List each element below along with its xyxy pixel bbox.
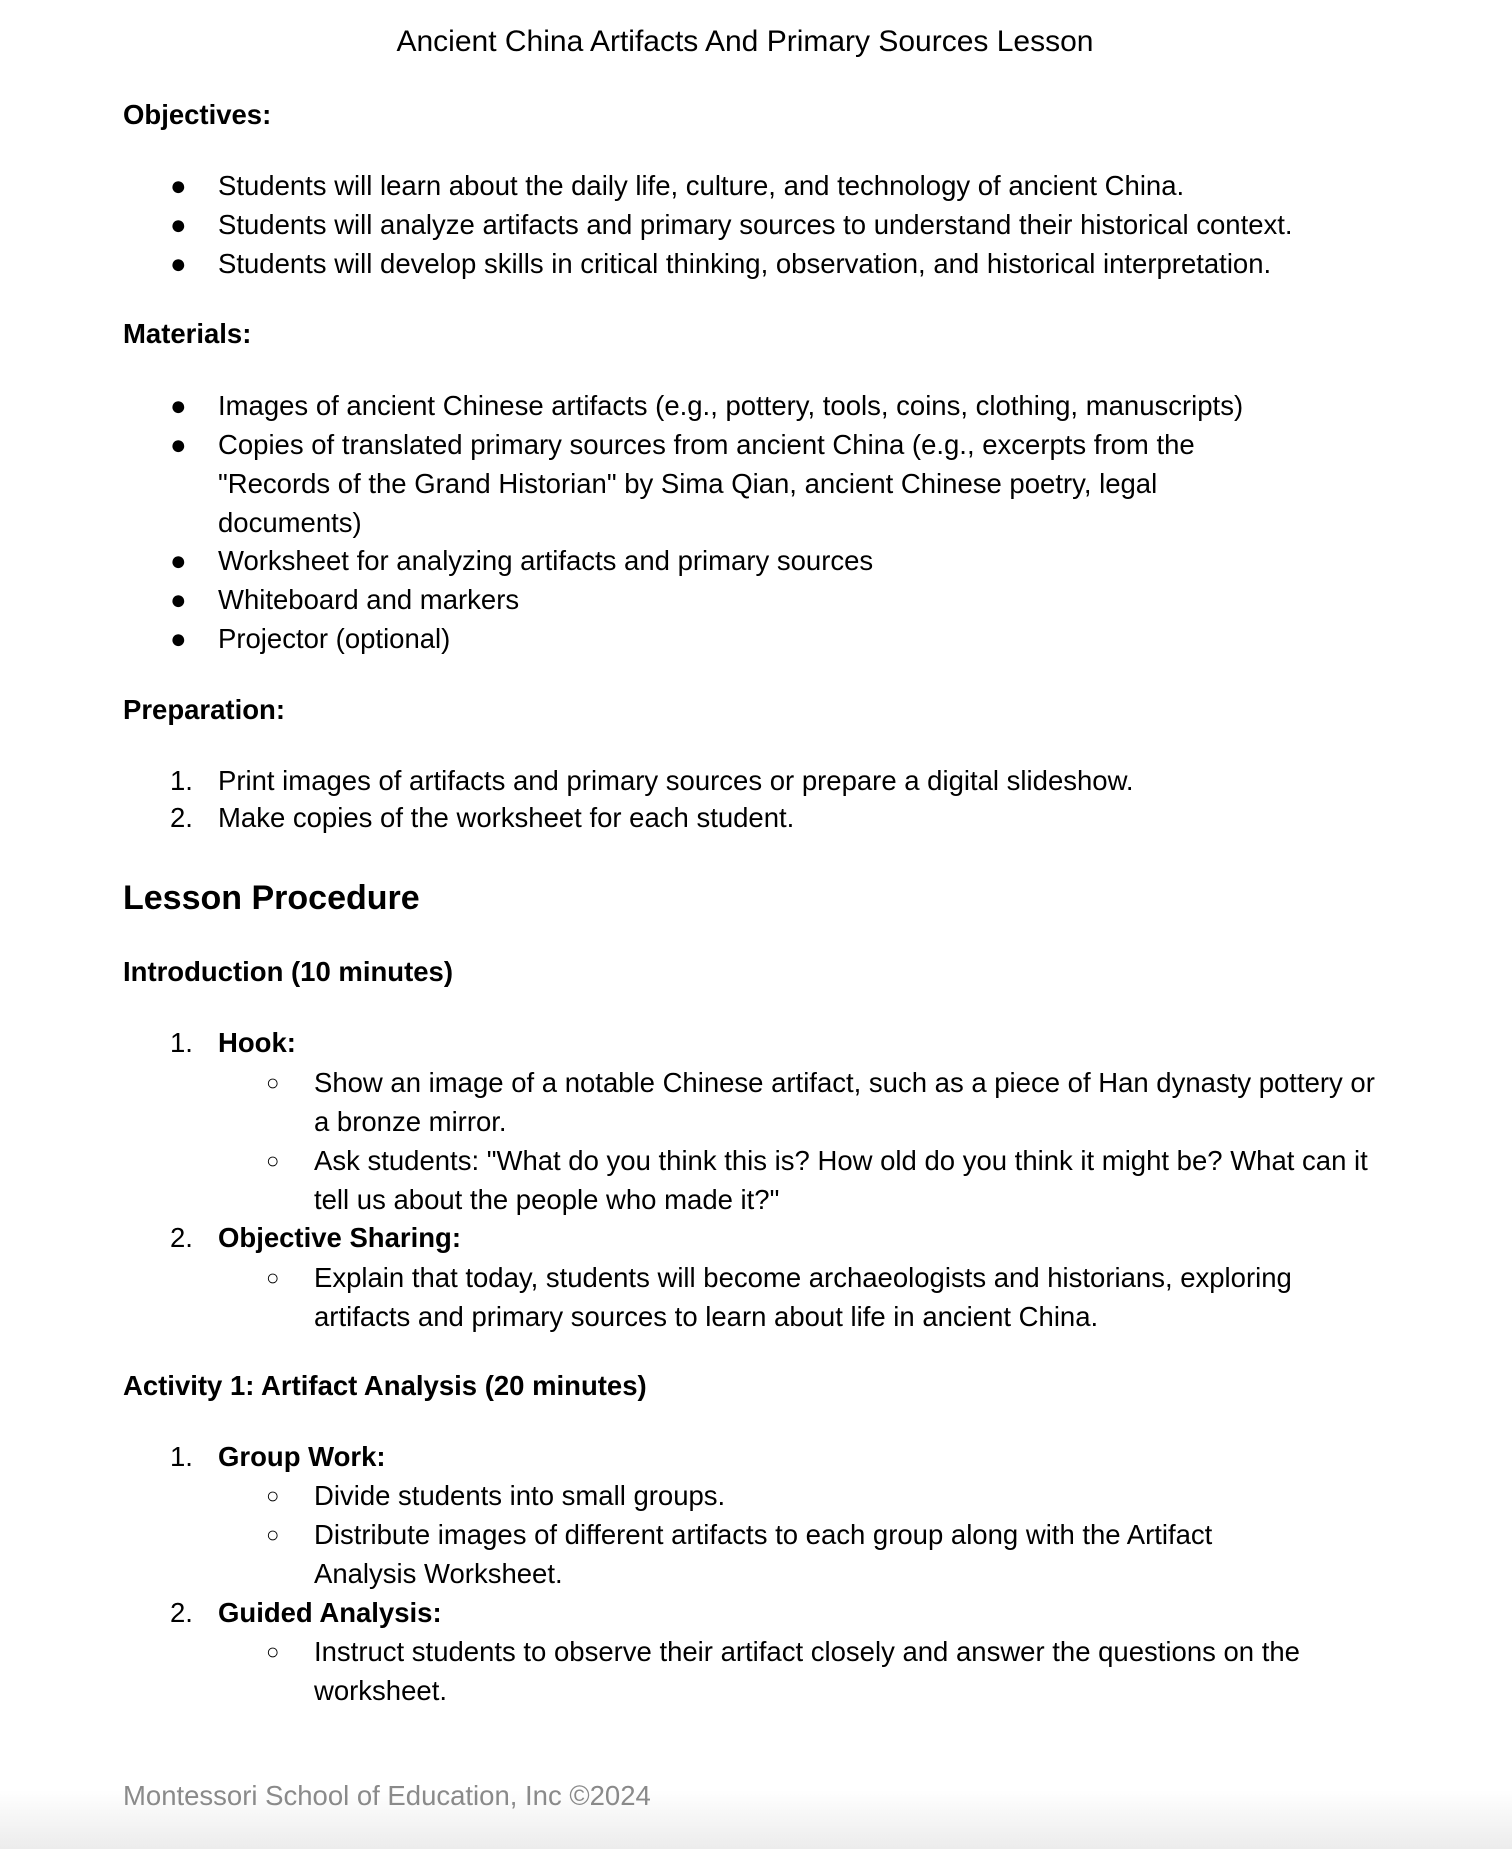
list-item: ● Students will develop skills in critical thinking, observation, and historical interpretation. bbox=[170, 244, 1370, 283]
bullet-icon: ● bbox=[170, 209, 187, 240]
bullet-icon: ● bbox=[170, 584, 187, 615]
sub-item: ○ Divide students into small groups. bbox=[266, 1476, 1376, 1515]
footer-copyright: Montessori School of Education, Inc ©2024 bbox=[123, 1780, 651, 1811]
sub-item: ○ Show an image of a notable Chinese artifact, such as a piece of Han dynasty pottery or a bronze mirror. bbox=[266, 1063, 1376, 1141]
activity1-heading: Activity 1: Artifact Analysis (20 minutes) bbox=[123, 1370, 647, 1401]
circle-bullet-icon: ○ bbox=[266, 1483, 280, 1508]
step: 1. Group Work: bbox=[170, 1441, 386, 1472]
sub-item: ○ Explain that today, students will become archaeologists and historians, exploring artifacts and primary sources to learn about life in ancient China. bbox=[266, 1258, 1376, 1336]
list-item: ● Projector (optional) bbox=[170, 619, 1370, 658]
document-title: Ancient China Artifacts And Primary Sources Lesson bbox=[396, 25, 1094, 58]
sub-item: ○ Instruct students to observe their artifact closely and answer the questions on the worksheet. bbox=[266, 1632, 1376, 1710]
bullet-icon: ● bbox=[170, 545, 187, 576]
circle-bullet-icon: ○ bbox=[266, 1070, 280, 1095]
list-item: 1. Print images of artifacts and primary sources or prepare a digital slideshow. bbox=[170, 765, 1134, 796]
circle-bullet-icon: ○ bbox=[266, 1639, 280, 1664]
introduction-heading: Introduction (10 minutes) bbox=[123, 956, 453, 987]
list-item: 2. Make copies of the worksheet for each student. bbox=[170, 802, 795, 833]
section-heading: Lesson Procedure bbox=[123, 879, 420, 917]
objectives-heading: Objectives: bbox=[123, 99, 272, 130]
circle-bullet-icon: ○ bbox=[266, 1265, 280, 1290]
circle-bullet-icon: ○ bbox=[266, 1522, 280, 1547]
list-item: ● Students will analyze artifacts and primary sources to understand their historical context. bbox=[170, 205, 1370, 244]
list-item: ● Images of ancient Chinese artifacts (e.g., pottery, tools, coins, clothing, manuscripts) bbox=[170, 386, 1370, 425]
sub-item: ○ Ask students: "What do you think this is? How old do you think it might be? What can it tell us about the people who made it?" bbox=[266, 1141, 1376, 1219]
list-item: ● Students will learn about the daily life, culture, and technology of ancient China. bbox=[170, 166, 1370, 205]
bullet-icon: ● bbox=[170, 390, 187, 421]
step: 2. Objective Sharing: bbox=[170, 1222, 461, 1253]
bullet-icon: ● bbox=[170, 170, 187, 201]
step: 2. Guided Analysis: bbox=[170, 1597, 442, 1628]
preparation-heading: Preparation: bbox=[123, 694, 285, 725]
bullet-icon: ● bbox=[170, 429, 187, 460]
bullet-icon: ● bbox=[170, 248, 187, 279]
list-item: ● Worksheet for analyzing artifacts and primary sources bbox=[170, 541, 1370, 580]
list-item: ● Copies of translated primary sources from ancient China (e.g., excerpts from the "Records of the Grand Historian" by Sima Qian, ancient Chinese poetry, legal documents) bbox=[170, 425, 1280, 542]
sub-item: ○ Distribute images of different artifacts to each group along with the Artifact Analysis Worksheet. bbox=[266, 1515, 1306, 1593]
list-item: ● Whiteboard and markers bbox=[170, 580, 1370, 619]
step: 1. Hook: bbox=[170, 1027, 296, 1058]
circle-bullet-icon: ○ bbox=[266, 1148, 280, 1173]
materials-heading: Materials: bbox=[123, 318, 252, 349]
bullet-icon: ● bbox=[170, 623, 187, 654]
